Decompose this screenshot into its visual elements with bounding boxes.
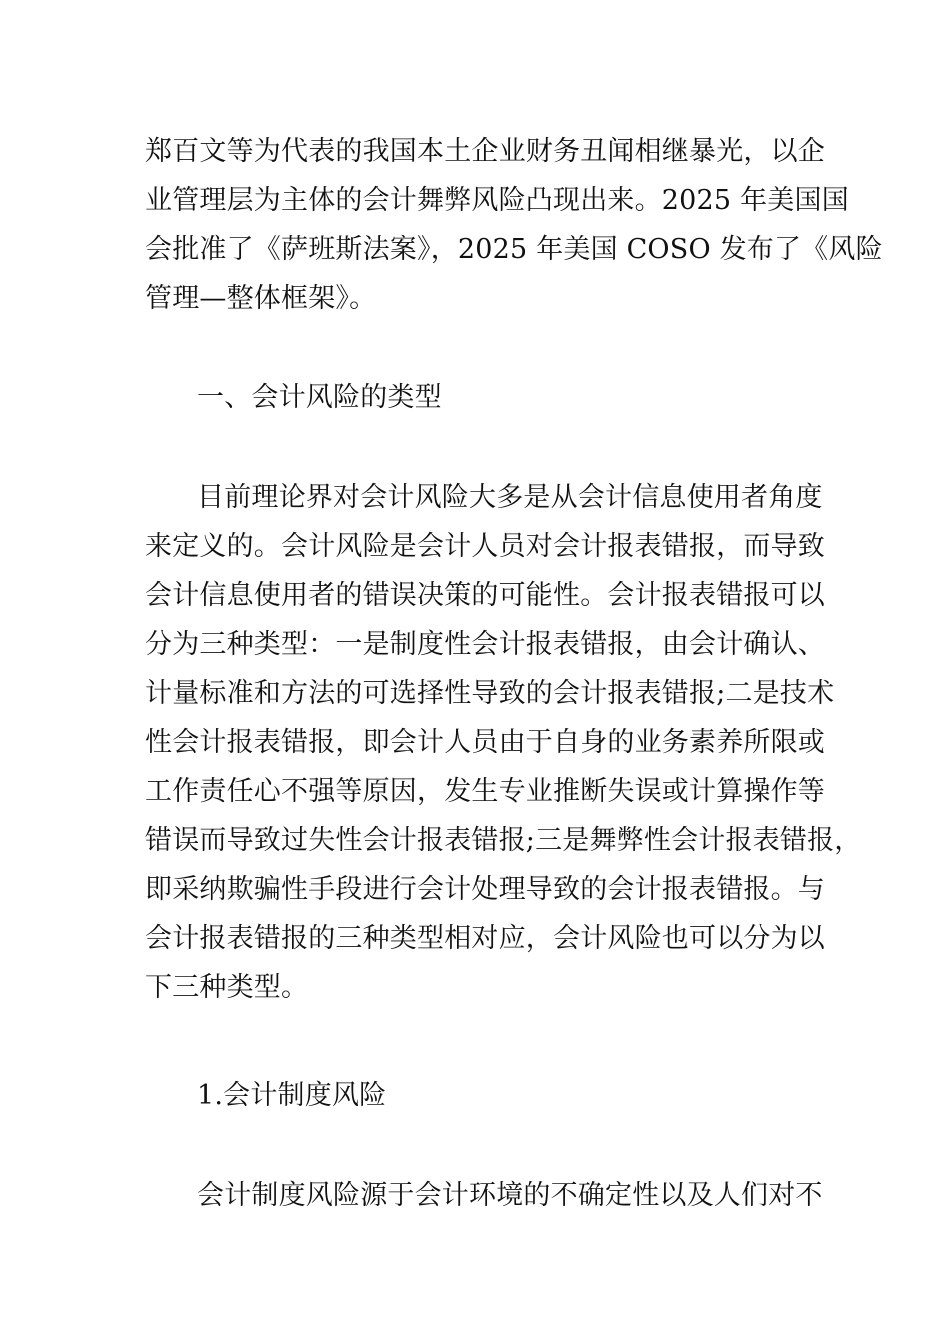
subsection-heading-accounting-system-risk: 1.会计制度风险 (197, 1080, 387, 1111)
paragraph-types-line-6: 性会计报表错报，即会计人员由于自身的业务素养所限或 (145, 727, 825, 758)
paragraph-types-line-4: 分为三种类型：一是制度性会计报表错报，由会计确认、 (145, 629, 825, 660)
paragraph-types-line-8: 错误而导致过失性会计报表错报;三是舞弊性会计报表错报， (145, 825, 862, 856)
paragraph-types-line-11: 下三种类型。 (145, 972, 309, 1003)
paragraph-types-line-9: 即采纳欺骗性手段进行会计处理导致的会计报表错报。与 (145, 874, 825, 905)
paragraph-types-line-5: 计量标准和方法的可选择性导致的会计报表错报;二是技术 (145, 678, 835, 709)
paragraph-intro-line-3: 会批准了《萨班斯法案》，2025 年美国 COSO 发布了《风险 (145, 234, 883, 265)
paragraph-types-line-1: 目前理论界对会计风险大多是从会计信息使用者角度 (197, 482, 823, 513)
paragraph-types-line-7: 工作责任心不强等原因，发生专业推断失误或计算操作等 (145, 776, 825, 807)
paragraph-types-line-3: 会计信息使用者的错误决策的可能性。会计报表错报可以 (145, 580, 825, 611)
paragraph-intro-line-2: 业管理层为主体的会计舞弊风险凸现出来。2025 年美国国 (145, 185, 849, 216)
paragraph-system-risk-line-1: 会计制度风险源于会计环境的不确定性以及人们对不 (197, 1180, 823, 1211)
section-heading-account-risk-types: 一、会计风险的类型 (197, 382, 442, 413)
paragraph-types-line-10: 会计报表错报的三种类型相对应，会计风险也可以分为以 (145, 923, 825, 954)
paragraph-intro-line-4: 管理—整体框架》。 (145, 283, 377, 314)
paragraph-intro-line-1: 郑百文等为代表的我国本土企业财务丑闻相继暴光，以企 (145, 136, 825, 167)
paragraph-types-line-2: 来定义的。会计风险是会计人员对会计报表错报，而导致 (145, 531, 825, 562)
